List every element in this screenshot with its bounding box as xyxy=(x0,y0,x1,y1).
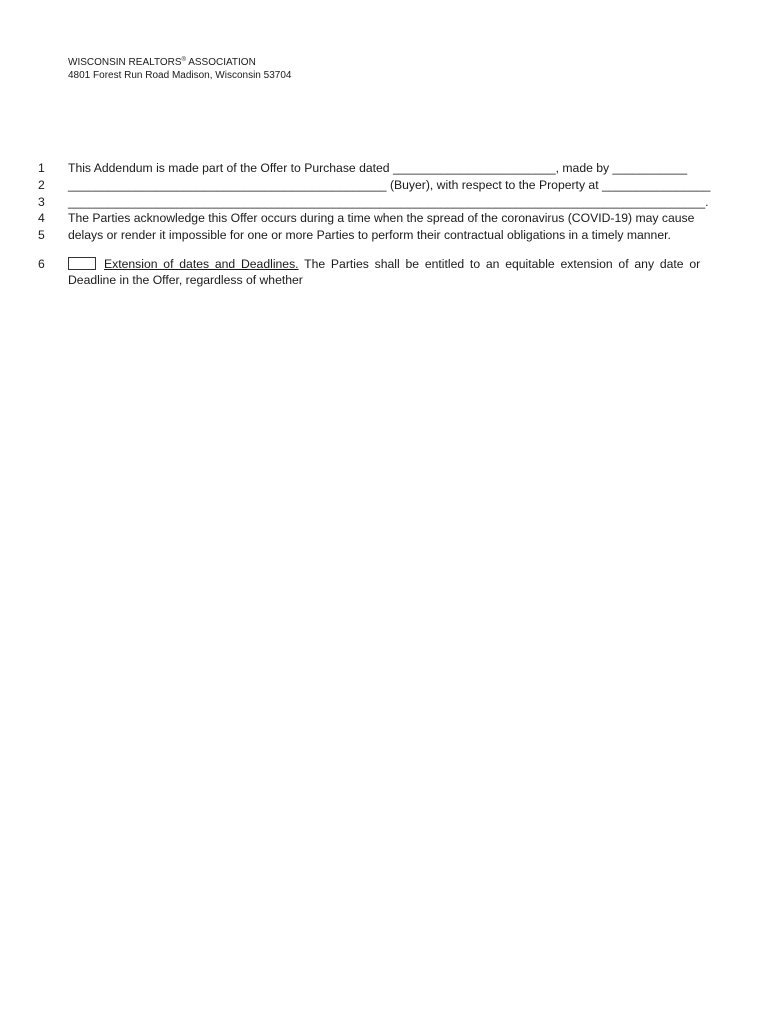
org-address: 4801 Forest Run Road Madison, Wisconsin 53704 xyxy=(68,70,292,81)
registered-mark: ® xyxy=(181,57,186,63)
section-6-text xyxy=(68,256,718,273)
line-number: 1 xyxy=(38,161,45,175)
line-text: delays or render it impossible for one or more Parties to perform their contractual obligations in a timely manner. xyxy=(68,228,671,242)
line-text[interactable]: _______________________________________________ (Buyer), with respect to the Property at ________________ xyxy=(68,178,711,192)
line-number: 3 xyxy=(38,195,45,209)
line-text[interactable]: This Addendum is made part of the Offer to Purchase dated ________________________, made by ___________ xyxy=(68,161,688,175)
line-text[interactable]: ______________________________________________________________________________________________. xyxy=(68,195,709,209)
line-number: 2 xyxy=(38,178,45,192)
line-number: 6 xyxy=(38,257,45,271)
section-6-heading: Extension of dates and Deadlines. xyxy=(104,257,299,271)
section-6-body: The Parties shall be entitled to an equitable extension of any date or xyxy=(298,257,701,271)
line-number: 4 xyxy=(38,211,45,225)
org-name: WISCONSIN REALTORS® ASSOCIATION xyxy=(68,57,256,68)
section-6-continuation: Deadline in the Offer, regardless of whether xyxy=(68,273,303,287)
line-text: The Parties acknowledge this Offer occurs during a time when the spread of the coronavirus (COVID-19) may cause xyxy=(68,211,695,225)
letterhead xyxy=(68,56,291,82)
extension-checkbox[interactable] xyxy=(68,257,96,270)
line-number: 5 xyxy=(38,228,45,242)
